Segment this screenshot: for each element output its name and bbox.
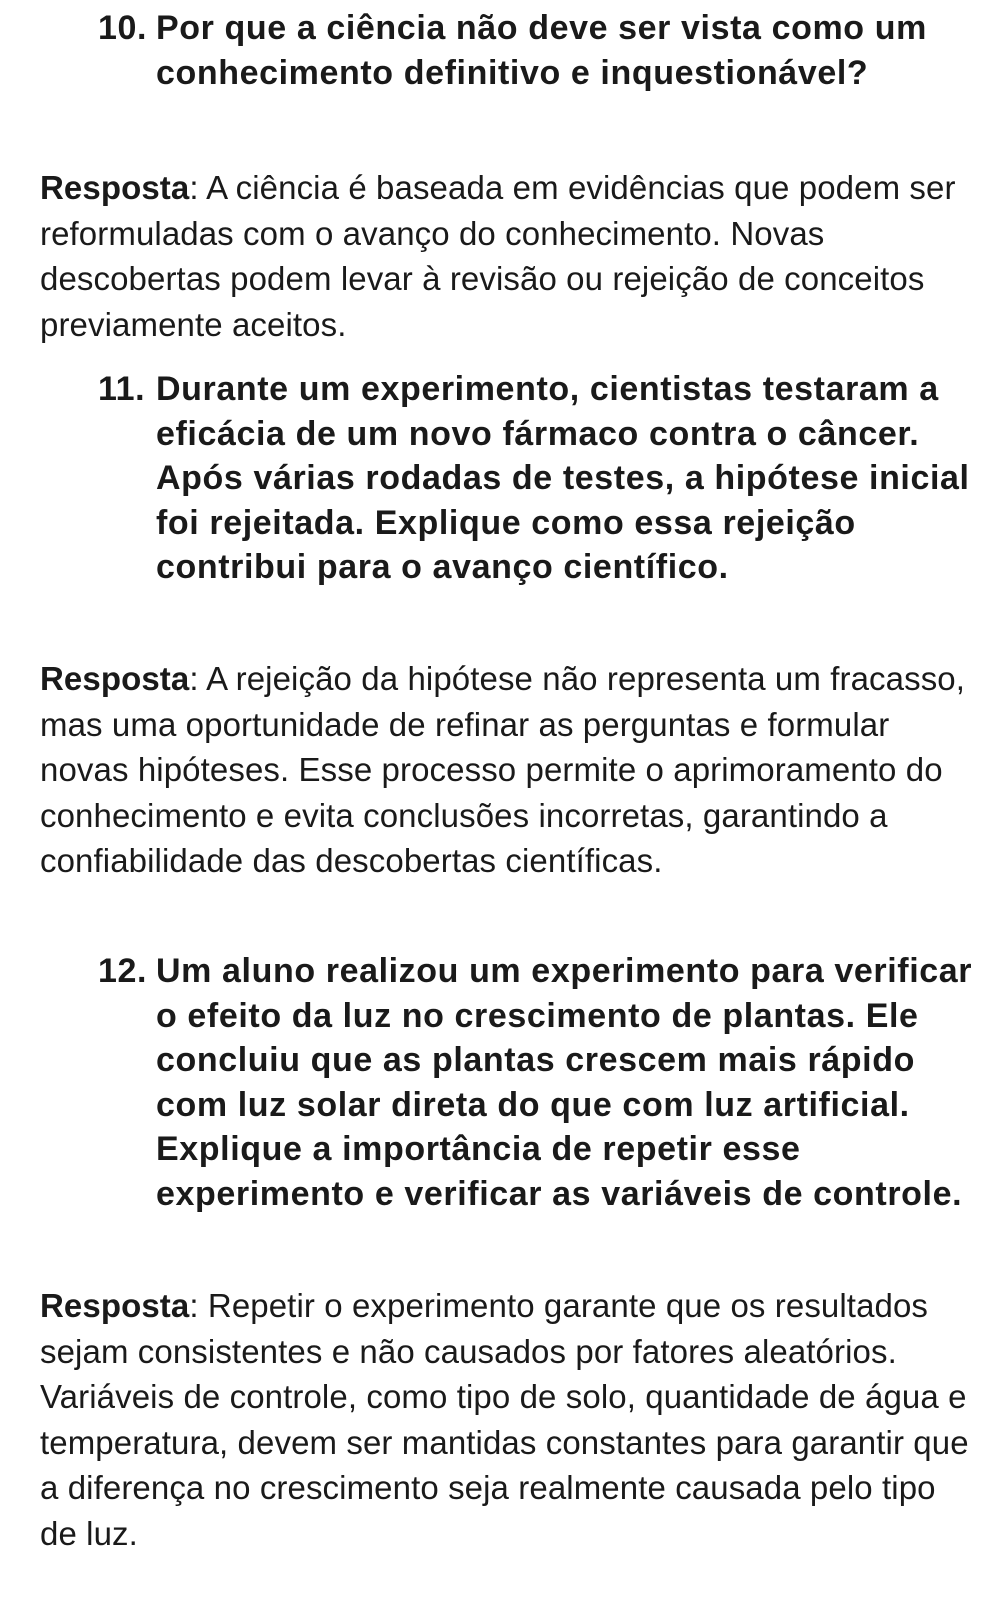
answer-text: : A rejeição da hipótese não representa um fracasso, mas uma oportunidade de refinar as perguntas e formular novas hipóteses. Esse processo permite o aprimoramento do conhecimento e evita conclusões incorretas, garantindo a confiabilidade das descobertas científicas.	[40, 660, 966, 879]
answer-label: Resposta	[40, 1287, 190, 1324]
question-text: Durante um experimento, cientistas testaram a eficácia de um novo fármaco contra o câncer. Após várias rodadas de testes, a hipótese inicial foi rejeitada. Explique como essa rejeição contribui para o avanço científico.	[156, 370, 970, 586]
question-number: 12.	[98, 952, 148, 990]
answer-text: : Repetir o experimento garante que os resultados sejam consistentes e não causados por fatores aleatórios. Variáveis de controle, como tipo de solo, quantidade de água e temperatura, devem ser mantidas constantes para garantir que a diferença no crescimento seja realmente causada pelo tipo de luz.	[40, 1287, 969, 1552]
answer-label: Resposta	[40, 169, 190, 206]
question-text: Por que a ciência não deve ser vista como um conhecimento definitivo e inquestionável?	[156, 9, 927, 92]
question-text: Um aluno realizou um experimento para verificar o efeito da luz no crescimento de plantas. Ele concluiu que as plantas crescem mais rápido com luz solar direta do que com luz artificial. Explique a importância de repetir esse experimento e verificar as variáveis de controle.	[156, 952, 973, 1213]
answer-label: Resposta	[40, 660, 190, 697]
answer-text: : A ciência é baseada em evidências que podem ser reformuladas com o avanço do conhecimento. Novas descobertas podem levar à revisão ou rejeição de conceitos previamente aceitos.	[40, 169, 956, 343]
answer-11	[40, 656, 970, 884]
question-12	[98, 949, 978, 1216]
answer-12	[40, 1283, 970, 1556]
question-10	[98, 6, 978, 95]
question-11	[98, 367, 978, 590]
question-number: 11.	[98, 370, 146, 408]
question-number: 10.	[98, 9, 148, 47]
answer-10	[40, 165, 970, 347]
